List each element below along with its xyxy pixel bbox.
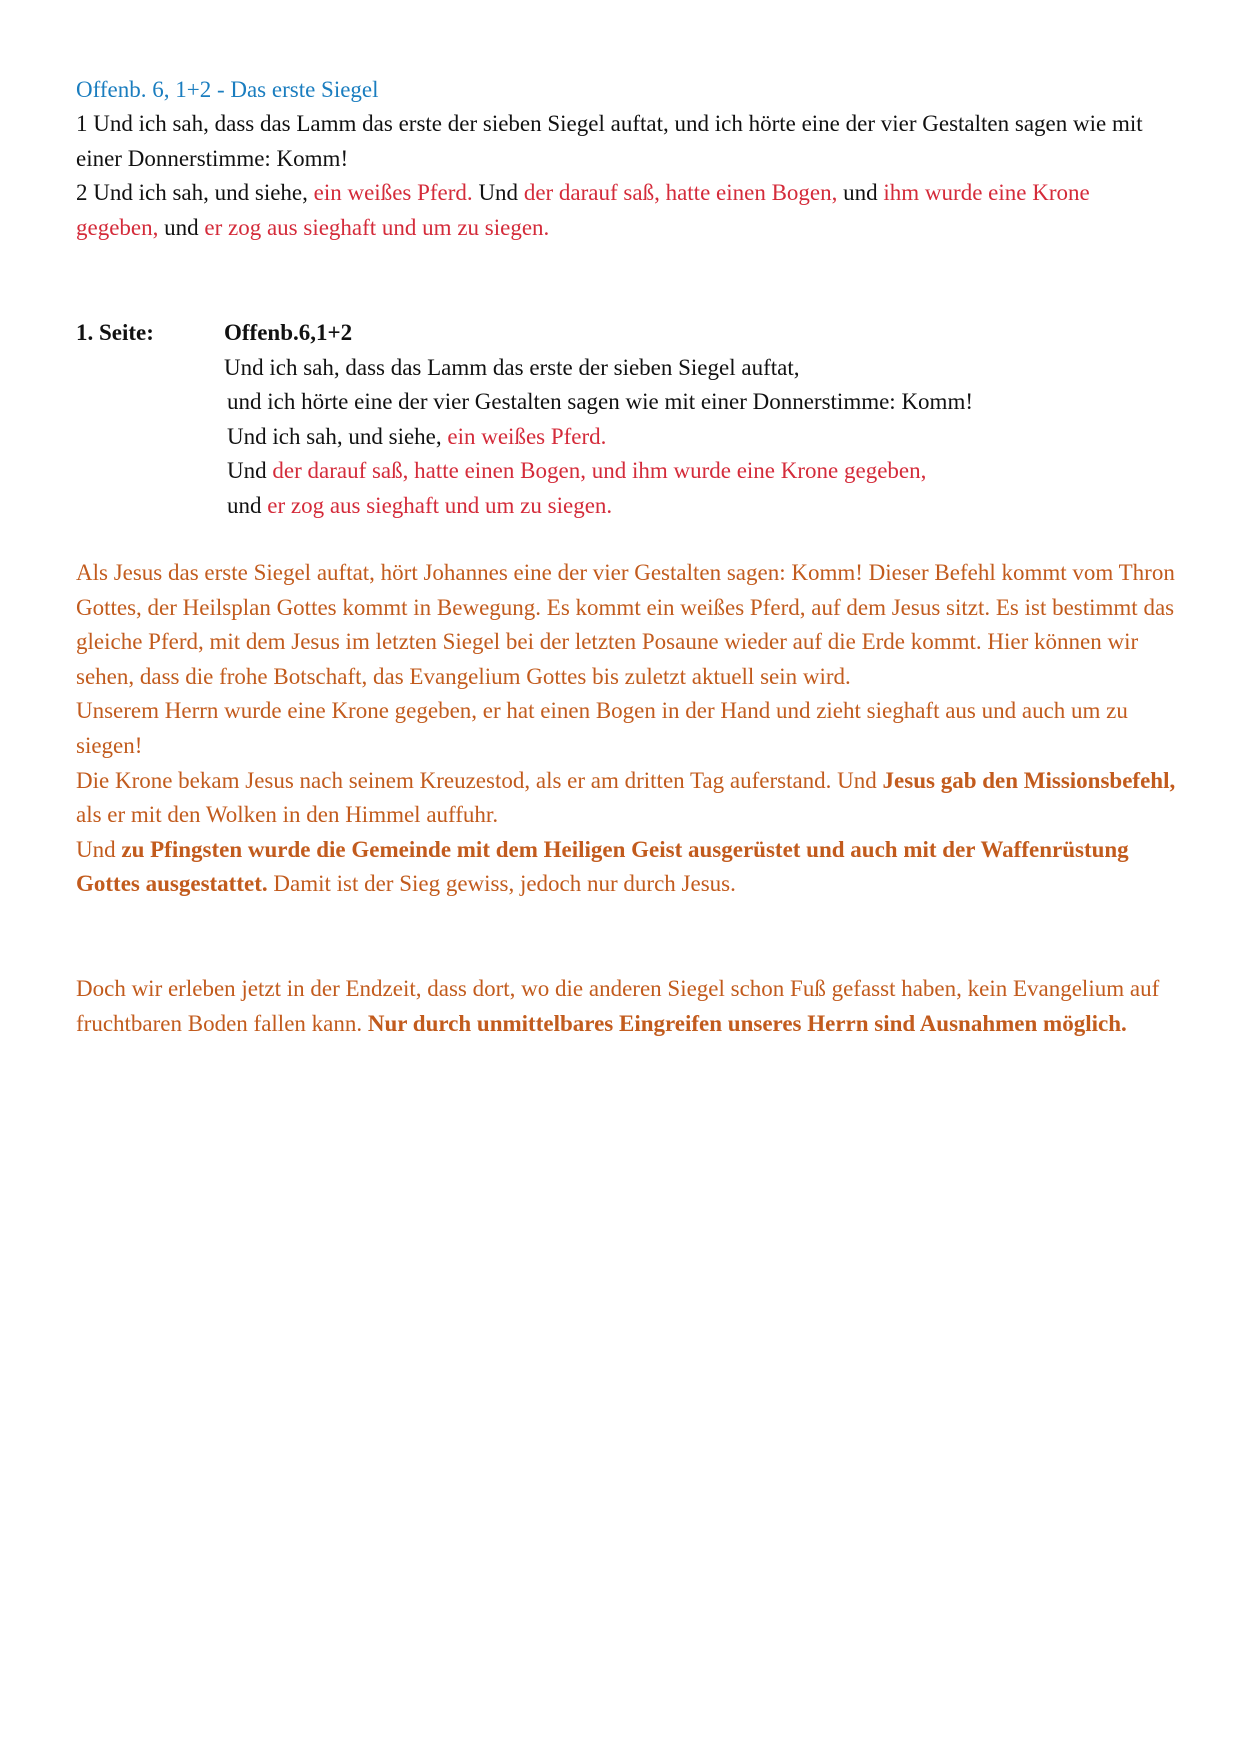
commentary-text: Doch wir erleben jetzt in der Endzeit, dass dort, wo die anderen Siegel schon Fuß gefasst haben, kein Evangelium auf fruchtbaren Boden fallen kann. bbox=[76, 976, 1160, 1036]
seite-line bbox=[224, 454, 1174, 489]
seite-line-text: Und bbox=[227, 458, 273, 484]
commentary-text: Und bbox=[76, 836, 122, 862]
verse-2-highlight-victory: er zog aus sieghaft und um zu siegen. bbox=[204, 214, 550, 240]
seite-line-highlight: der darauf saß, hatte einen Bogen, und ihm wurde eine Krone gegeben, bbox=[272, 458, 927, 484]
commentary-bold: zu Pfingsten wurde die Gemeinde mit dem Heiligen Geist ausgerüstet und auch mit der Waffenrüstung Gottes ausgestattet. bbox=[76, 836, 1129, 897]
verse-2-text: Und bbox=[472, 180, 524, 206]
seite-line-highlight: er zog aus sieghaft und um zu siegen. bbox=[267, 492, 613, 518]
seite-line-text: Und ich sah, und siehe, bbox=[227, 423, 448, 449]
seite-label: 1. Seite: bbox=[76, 320, 154, 345]
commentary-text: Die Krone bekam Jesus nach seinem Kreuzestod, als er am dritten Tag auferstand. Und bbox=[76, 767, 883, 793]
page-title: Offenb. 6, 1+2 - Das erste Siegel bbox=[76, 77, 379, 102]
commentary-closing bbox=[76, 972, 1176, 1041]
seite-line bbox=[224, 420, 1174, 455]
scripture-block bbox=[76, 72, 1176, 245]
commentary-paragraph bbox=[76, 972, 1176, 1041]
seite-line: Und ich sah, dass das Lamm das erste der sieben Siegel auftat, bbox=[224, 354, 800, 380]
verse-2-text: 2 Und ich sah, und siehe, bbox=[76, 180, 314, 206]
commentary-paragraph: Als Jesus das erste Siegel auftat, hört Johannes eine der vier Gestalten sagen: Komm! Dieser Befehl kommt vom Thron Gottes, der Heilsplan Gottes kommt in Bewegung. Es kommt ein weißes Pferd, auf dem Jesus sitzt. Es ist bestimmt das gleiche Pferd, mit dem Jesus im letzten Siegel bei der letzten Posaune wieder auf die Erde kommt. Hier können wir sehen, dass die frohe Botschaft, das Evangelium Gottes bis zuletzt aktuell sein wird. bbox=[76, 560, 1175, 689]
seite-line: und ich hörte eine der vier Gestalten sagen wie mit einer Donnerstimme: Komm! bbox=[227, 389, 973, 415]
commentary-text: als er mit den Wolken in den Himmel auffuhr. bbox=[76, 802, 499, 828]
seite-line-highlight: ein weißes Pferd. bbox=[447, 423, 607, 449]
verse-2-text: und bbox=[837, 180, 884, 206]
verse-2-highlight-crown: ihm wurde eine Krone gegeben, bbox=[76, 180, 1090, 240]
commentary-paragraph bbox=[76, 833, 1176, 902]
commentary-text: Damit ist der Sieg gewiss, jedoch nur durch Jesus. bbox=[267, 871, 736, 897]
commentary-paragraph: Unserem Herrn wurde eine Krone gegeben, er hat einen Bogen in der Hand und zieht sieghaft aus und auch um zu siegen! bbox=[76, 698, 1128, 758]
verse-2-highlight-horse: ein weißes Pferd. bbox=[313, 180, 473, 206]
verse-2-highlight-bow: der darauf saß, hatte einen Bogen, bbox=[523, 180, 838, 206]
verse-1: 1 Und ich sah, dass das Lamm das erste der sieben Siegel auftat, und ich hörte eine der vier Gestalten sagen wie mit einer Donnerstimme: Komm! bbox=[76, 111, 1143, 171]
seite-line-text: und bbox=[227, 492, 268, 518]
commentary-paragraph bbox=[76, 764, 1176, 833]
commentary-block bbox=[76, 556, 1176, 902]
seite-line bbox=[224, 489, 1174, 524]
verse-2 bbox=[76, 176, 1176, 245]
commentary-bold: Nur durch unmittelbares Eingreifen unseres Herrn sind Ausnahmen möglich. bbox=[367, 1010, 1127, 1036]
commentary-bold: Jesus gab den Missionsbefehl, bbox=[882, 767, 1176, 793]
seite-reference: Offenb.6,1+2 bbox=[224, 320, 353, 345]
verse-2-text: und bbox=[158, 214, 205, 240]
seite-body bbox=[224, 316, 1174, 524]
